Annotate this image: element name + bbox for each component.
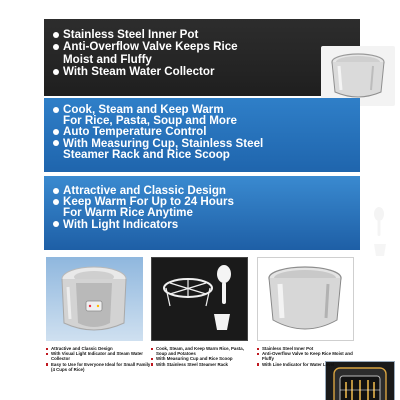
feature-bullet: Cook, Steam and Keep Warm [52, 104, 263, 115]
feature-bullet-continuation: For Rice, Pasta, Soup and More [63, 114, 237, 128]
feature-bullet-continuation: Steamer Rack and Rice Scoop [63, 147, 230, 161]
feature-list [52, 29, 238, 79]
caption-list-inner-pot [257, 346, 362, 367]
caption-item: With Line Indicator for Water Level [257, 362, 362, 367]
feature-panel-inner-pot [44, 19, 360, 96]
feature-bullet: Attractive and Classic Design [52, 185, 234, 196]
feature-bullet: Anti-Overflow Valve Keeps Rice [52, 41, 238, 53]
steamer-rack-photo [151, 257, 248, 341]
feature-bullet: Auto Temperature Control [52, 126, 263, 137]
caption-item: Stainless Steel Inner Pot [257, 346, 362, 351]
caption-item: Anti-Overflow Valve to Keep Rice Moist and Fluffy [257, 351, 362, 361]
feature-bullet: With Steam Water Collector [52, 66, 238, 78]
feature-panel-cooking [44, 98, 360, 172]
feature-bullet: Keep Warm For Up to 24 Hours [52, 196, 234, 207]
caption-item: With Stainless Steel Steamer Rack [151, 362, 256, 367]
feature-bullet: Stainless Steel Inner Pot [52, 29, 238, 41]
feature-bullet: With Light Indicators [52, 219, 234, 230]
caption-item: With Measuring Cup and Rice Scoop [151, 356, 256, 361]
rice-cooker-photo [46, 257, 143, 341]
caption-item: Easy to Use for Everyone Ideal for Small Family (4 Cups of Rice) [46, 362, 151, 372]
feature-bullet: With Measuring Cup, Stainless Steel [52, 138, 263, 149]
cooker-interior-image [325, 361, 395, 400]
feature-panel-design [44, 176, 360, 250]
inner-pot-image [321, 46, 395, 106]
feature-list [52, 185, 234, 230]
feature-bullet-continuation: Moist and Fluffy [63, 52, 152, 66]
caption-list-cooker [46, 346, 151, 372]
inner-pot-photo [257, 257, 354, 341]
caption-list-accessories [151, 346, 256, 367]
feature-bullet-continuation: For Warm Rice Anytime [63, 206, 193, 220]
caption-item: With Visual Light Indicator and Steam Water Collector [46, 351, 151, 361]
caption-item: Cook, Steam, and Keep Warm Rice, Pasta, Soup and Potatoes [151, 346, 256, 356]
feature-list [52, 104, 263, 160]
caption-item: Attractive and Classic Design [46, 346, 151, 351]
